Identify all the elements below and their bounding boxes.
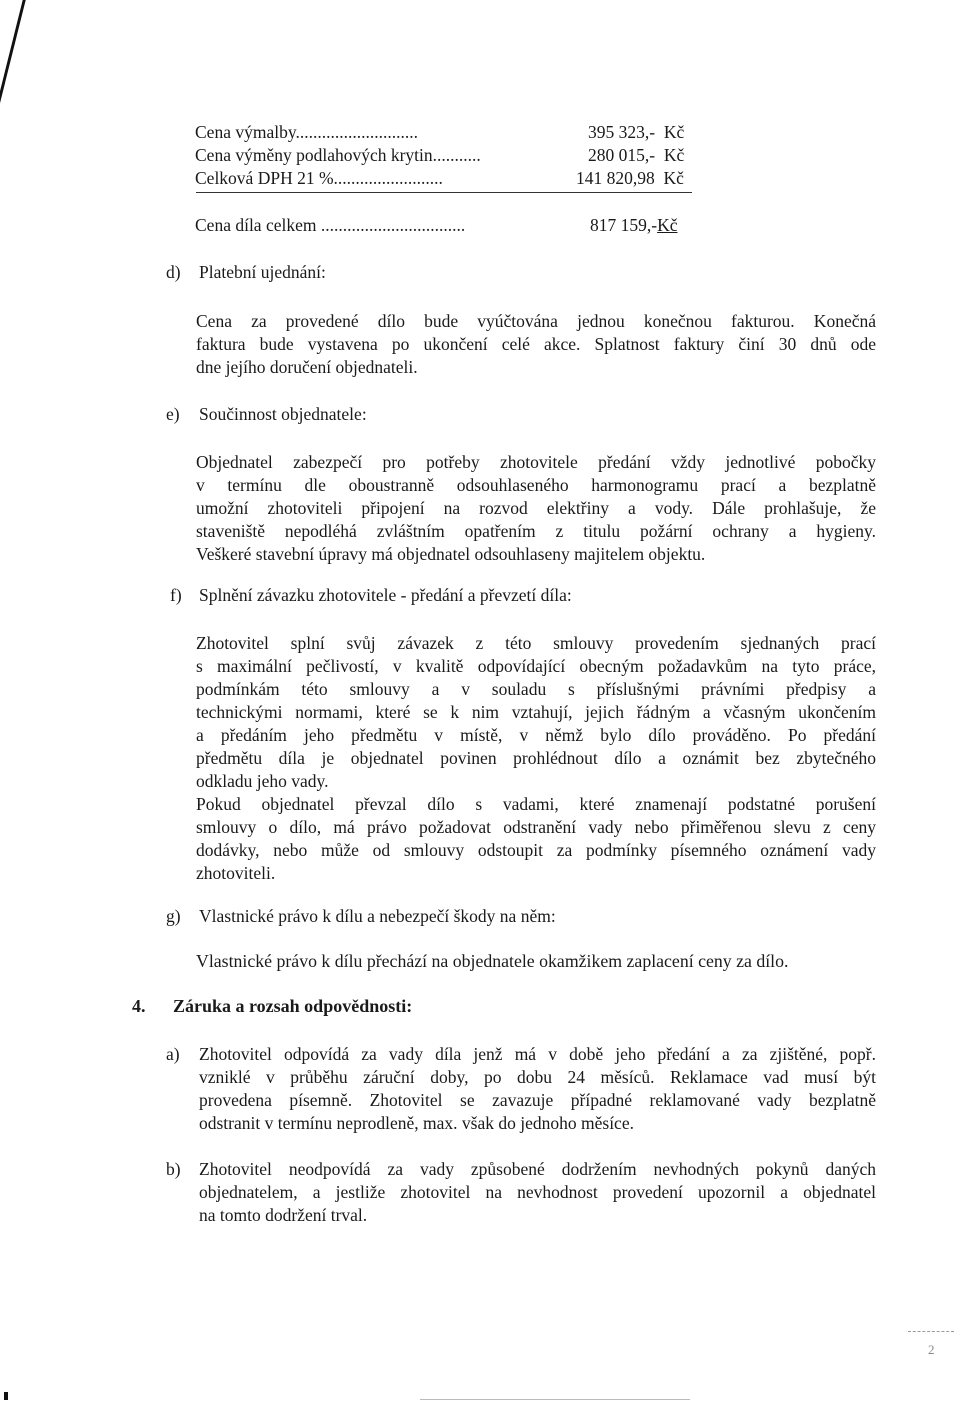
- cost-row: [195, 121, 418, 144]
- cost-currency: Kč: [663, 145, 685, 165]
- paragraph-line: technickými normami, které se k nim vztahují, jejich řádným a včasným ukončením: [196, 702, 876, 722]
- cost-amount: 280 015,- Kč: [588, 145, 685, 165]
- paragraph-line: objednatelem, a jestliže zhotovitel na nevhodnost provedení upozornil a objednatel: [199, 1182, 876, 1202]
- paragraph-line: Cena za provedené dílo bude vyúčtována jednou konečnou fakturou. Konečná: [196, 311, 876, 331]
- paragraph-line: dodávky, nebo může od smlouvy odstoupit za podmínky písemného oznámení vady: [196, 840, 876, 860]
- chapter-title: Záruka a rozsah odpovědnosti:: [173, 996, 413, 1016]
- total-label: Cena díla celkem: [195, 215, 317, 235]
- cost-dots: .........................: [333, 168, 443, 188]
- paragraph-line: na tomto dodržení trval.: [199, 1205, 368, 1225]
- total-row: [195, 214, 465, 237]
- paragraph-line: podmínkám této smlouvy a v souladu s příslušnými právními předpisy a: [196, 679, 876, 699]
- section-letter: e): [166, 404, 180, 424]
- cost-dots: ...........: [432, 145, 481, 165]
- paragraph-line: dne jejího doručení objednateli.: [196, 357, 418, 377]
- paragraph-line: Objednatel zabezpečí pro potřeby zhotovitele předání vždy jednotlivé pobočky: [196, 452, 876, 472]
- cost-row: [195, 144, 481, 167]
- cost-row: [195, 167, 443, 190]
- paragraph-line: Veškeré stavební úpravy má objednatel odsouhlaseny majitelem objektu.: [196, 544, 706, 564]
- paragraph-line: v termínu dle oboustranně odsouhlaseného harmonogramu prací a bezplatně: [196, 475, 876, 495]
- item-letter: a): [166, 1044, 180, 1064]
- footer-rule: [420, 1399, 690, 1400]
- cost-amount: 141 820,98 Kč: [576, 168, 684, 188]
- section-heading: Platební ujednání:: [199, 262, 326, 282]
- paragraph-line: umožní zhotoviteli připojení na rozvod elektřiny a vody. Dále prohlašuje, že: [196, 498, 876, 518]
- total-dots: .................................: [320, 215, 466, 235]
- paragraph-line: odkladu jeho vady.: [196, 771, 329, 791]
- paragraph-line: s maximální pečlivostí, v kvalitě odpovídající obecným požadavkům na tyto práce,: [196, 656, 876, 676]
- cost-label: Cena výmalby: [195, 122, 296, 142]
- total-currency: Kč: [657, 215, 678, 235]
- paragraph-line: odstranit v termínu neprodleně, max. však do jednoho měsíce.: [199, 1113, 634, 1133]
- scan-edge-mark: [0, 0, 26, 118]
- chapter-number: 4.: [132, 996, 146, 1016]
- cost-currency: Kč: [663, 168, 684, 188]
- paragraph-line: provedena písemně. Zhotovitel se zavazuje případné reklamované vady bezplatně: [199, 1090, 876, 1110]
- paragraph-line: Zhotovitel splní svůj závazek z této smlouvy provedením sjednaných prací: [196, 633, 876, 653]
- cost-label: Celková DPH 21 %: [195, 168, 334, 188]
- paragraph-line: smlouvy o dílo, má právo požadovat odstranění vady nebo přiměřenou slevu z ceny: [196, 817, 876, 837]
- section-heading: Součinnost objednatele:: [199, 404, 367, 424]
- section-letter: d): [166, 262, 181, 282]
- section-heading: Vlastnické právo k dílu a nebezpečí škody na něm:: [199, 906, 556, 926]
- section-letter: f): [170, 585, 182, 605]
- page-number-rule: [908, 1331, 954, 1332]
- item-letter: b): [166, 1159, 181, 1179]
- paragraph-line: Zhotovitel odpovídá za vady díla jenž má v době jeho předání a za zjištěné, popř.: [199, 1044, 876, 1064]
- paragraph-line: Vlastnické právo k dílu přechází na objednatele okamžikem zaplacení ceny za dílo.: [196, 951, 789, 971]
- sum-divider: [196, 192, 692, 193]
- paragraph-line: faktura bude vystavena po ukončení celé akce. Splatnost faktury činí 30 dnů ode: [196, 334, 876, 354]
- paragraph-line: Pokud objednatel převzal dílo s vadami, které znamenají podstatné porušení: [196, 794, 876, 814]
- cost-amount: 395 323,- Kč: [588, 122, 685, 142]
- paragraph-line: staveniště nepodléhá zvláštním opatřením z titulu požární ochrany a hygieny.: [196, 521, 876, 541]
- cost-label: Cena výměny podlahových krytin: [195, 145, 433, 165]
- section-heading: Splnění závazku zhotovitele - předání a převzetí díla:: [199, 585, 572, 605]
- paragraph-line: předmětu díla je objednatel povinen prohlédnout dílo a oznámit bez zbytečného: [196, 748, 876, 768]
- paragraph-line: a předáním jeho předmětu v místě, v němž bylo dílo prováděno. Po předání: [196, 725, 876, 745]
- paragraph-line: Zhotovitel neodpovídá za vady způsobené dodržením nevhodných pokynů daných: [199, 1159, 876, 1179]
- cost-currency: Kč: [663, 122, 685, 142]
- paragraph-line: zhotoviteli.: [196, 863, 276, 883]
- page-number: 2: [928, 1342, 935, 1357]
- section-letter: g): [166, 906, 181, 926]
- cost-dots: ............................: [295, 122, 418, 142]
- scan-edge-dot: [4, 1392, 8, 1400]
- total-amount: 817 159,-Kč: [590, 215, 678, 235]
- paragraph-line: vzniklé v průběhu záruční doby, po dobu 24 měsíců. Reklamace vad musí být: [199, 1067, 876, 1087]
